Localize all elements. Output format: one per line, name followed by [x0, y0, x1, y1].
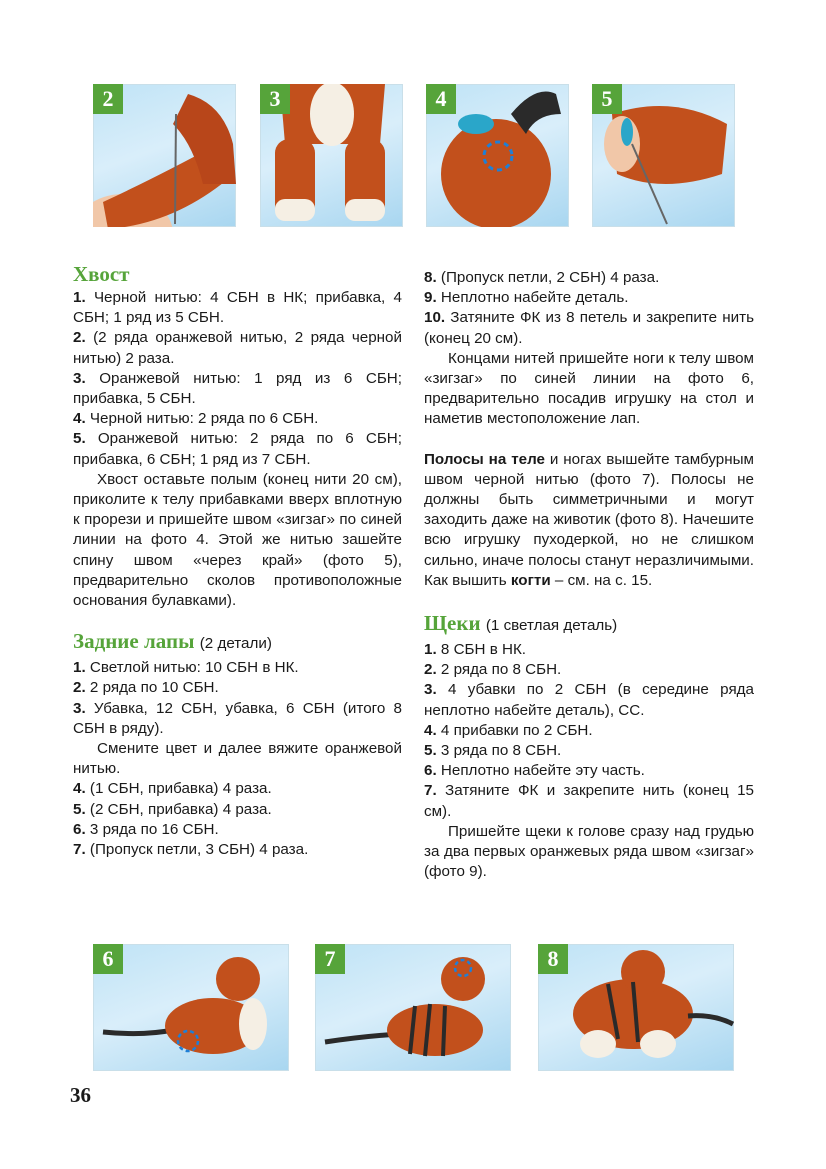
- photo-number-badge: 4: [426, 84, 456, 114]
- section-title-hind-paws: Задние лапы (2 детали): [73, 629, 272, 654]
- list-item: 7. (Пропуск петли, 3 СБН) 4 раза.: [73, 841, 309, 859]
- section-title-cheeks: Щеки (1 светлая деталь): [424, 611, 618, 636]
- list-item: 9. Неплотно набейте деталь.: [424, 289, 629, 307]
- paragraph: Концами нитей пришейте ноги к телу швом «зигзаг» по синей линии на фото 6, предварительно посадив игрушку на стол и наметив местоположение лап.: [424, 349, 754, 428]
- list-item: 1. Черной нитью: 4 СБН в НК; прибавка, 4 СБН; 1 ряд из 5 СБН.: [73, 289, 402, 327]
- list-item: 3. 4 убавки по 2 СБН (в середине ряда неплотно набейте деталь), СС.: [424, 681, 754, 719]
- photo-5: [592, 84, 735, 227]
- photo-number-badge: 7: [315, 944, 345, 974]
- list-item: 1. Светлой нитью: 10 СБН в НК.: [73, 659, 299, 677]
- list-item: 2. 2 ряда по 10 СБН.: [73, 679, 219, 697]
- photo-number-badge: 6: [93, 944, 123, 974]
- photo-number-badge: 8: [538, 944, 568, 974]
- paragraph: Полосы на теле и ногах вышейте тамбурным швом черной нитью (фото 7). Полосы не должны быть симметричными и могут заходить даже на животик (фото 8). Начешите всю игрушку пуходеркой, но не слишком сильно, иначе полосы станут неразличимыми. Как вышить когти – см. на с. 15.: [424, 450, 754, 589]
- list-item: 3. Оранжевой нитью: 1 ряд из 6 СБН; прибавка, 5 СБН.: [73, 369, 402, 408]
- section-title-tail: Хвост: [73, 262, 130, 286]
- left-column: [73, 262, 402, 860]
- paragraph: Смените цвет и далее вяжите оранжевой нитью.: [73, 740, 402, 778]
- list-item: 5. (2 СБН, прибавка) 4 раза.: [73, 800, 272, 818]
- photo-2: [93, 84, 236, 227]
- list-item: 4. (1 СБН, прибавка) 4 раза.: [73, 780, 272, 798]
- list-item: 6. 3 ряда по 16 СБН.: [73, 820, 219, 838]
- list-item: 6. Неплотно набейте эту часть.: [424, 762, 645, 780]
- photo-number-badge: 3: [260, 84, 290, 114]
- photo-3: [260, 84, 403, 227]
- list-item: 7. Затяните ФК и закрепите нить (конец 15 см).: [424, 782, 754, 820]
- right-column: [424, 268, 754, 882]
- list-item: 4. 4 прибавки по 2 СБН.: [424, 721, 593, 739]
- photo-number-badge: 2: [93, 84, 123, 114]
- paragraph: Хвост оставьте полым (конец нити 20 см), приколите к телу прибавками вверх вплотную к прорези и пришейте швом «зигзаг» по синей линии на фото 4. Этой же нитью зашейте спину швом «через край» (фото 5), предварительно сколов противоположные основания булавками).: [73, 470, 402, 610]
- list-item: 8. (Пропуск петли, 2 СБН) 4 раза.: [424, 269, 660, 286]
- photo-4: [426, 84, 569, 227]
- list-item: 1. 8 СБН в НК.: [424, 641, 527, 659]
- page-number: 36: [70, 1083, 91, 1107]
- list-item: 3. Убавка, 12 СБН, убавка, 6 СБН (итого 8 СБН в ряду).: [73, 699, 402, 737]
- paragraph: Пришейте щеки к голове сразу над грудью за два первых оранжевых ряда швом «зигзаг» (фото 9).: [424, 822, 754, 881]
- list-item: 5. 3 ряда по 8 СБН.: [424, 742, 562, 760]
- list-item: 10. Затяните ФК из 8 петель и закрепите нить (конец 20 см).: [424, 309, 754, 347]
- list-item: 4. Черной нитью: 2 ряда по 6 СБН.: [73, 410, 319, 428]
- list-item: 2. (2 ряда оранжевой нитью, 2 ряда черной нитью) 2 раза.: [73, 329, 402, 367]
- photo-7: [315, 944, 511, 1071]
- photo-6: [93, 944, 289, 1071]
- photo-number-badge: 5: [592, 84, 622, 114]
- photo-8: [538, 944, 734, 1071]
- list-item: 2. 2 ряда по 8 СБН.: [424, 661, 562, 679]
- list-item: 5. Оранжевой нитью: 2 ряда по 6 СБН; прибавка, 6 СБН; 1 ряд из 7 СБН.: [73, 430, 402, 468]
